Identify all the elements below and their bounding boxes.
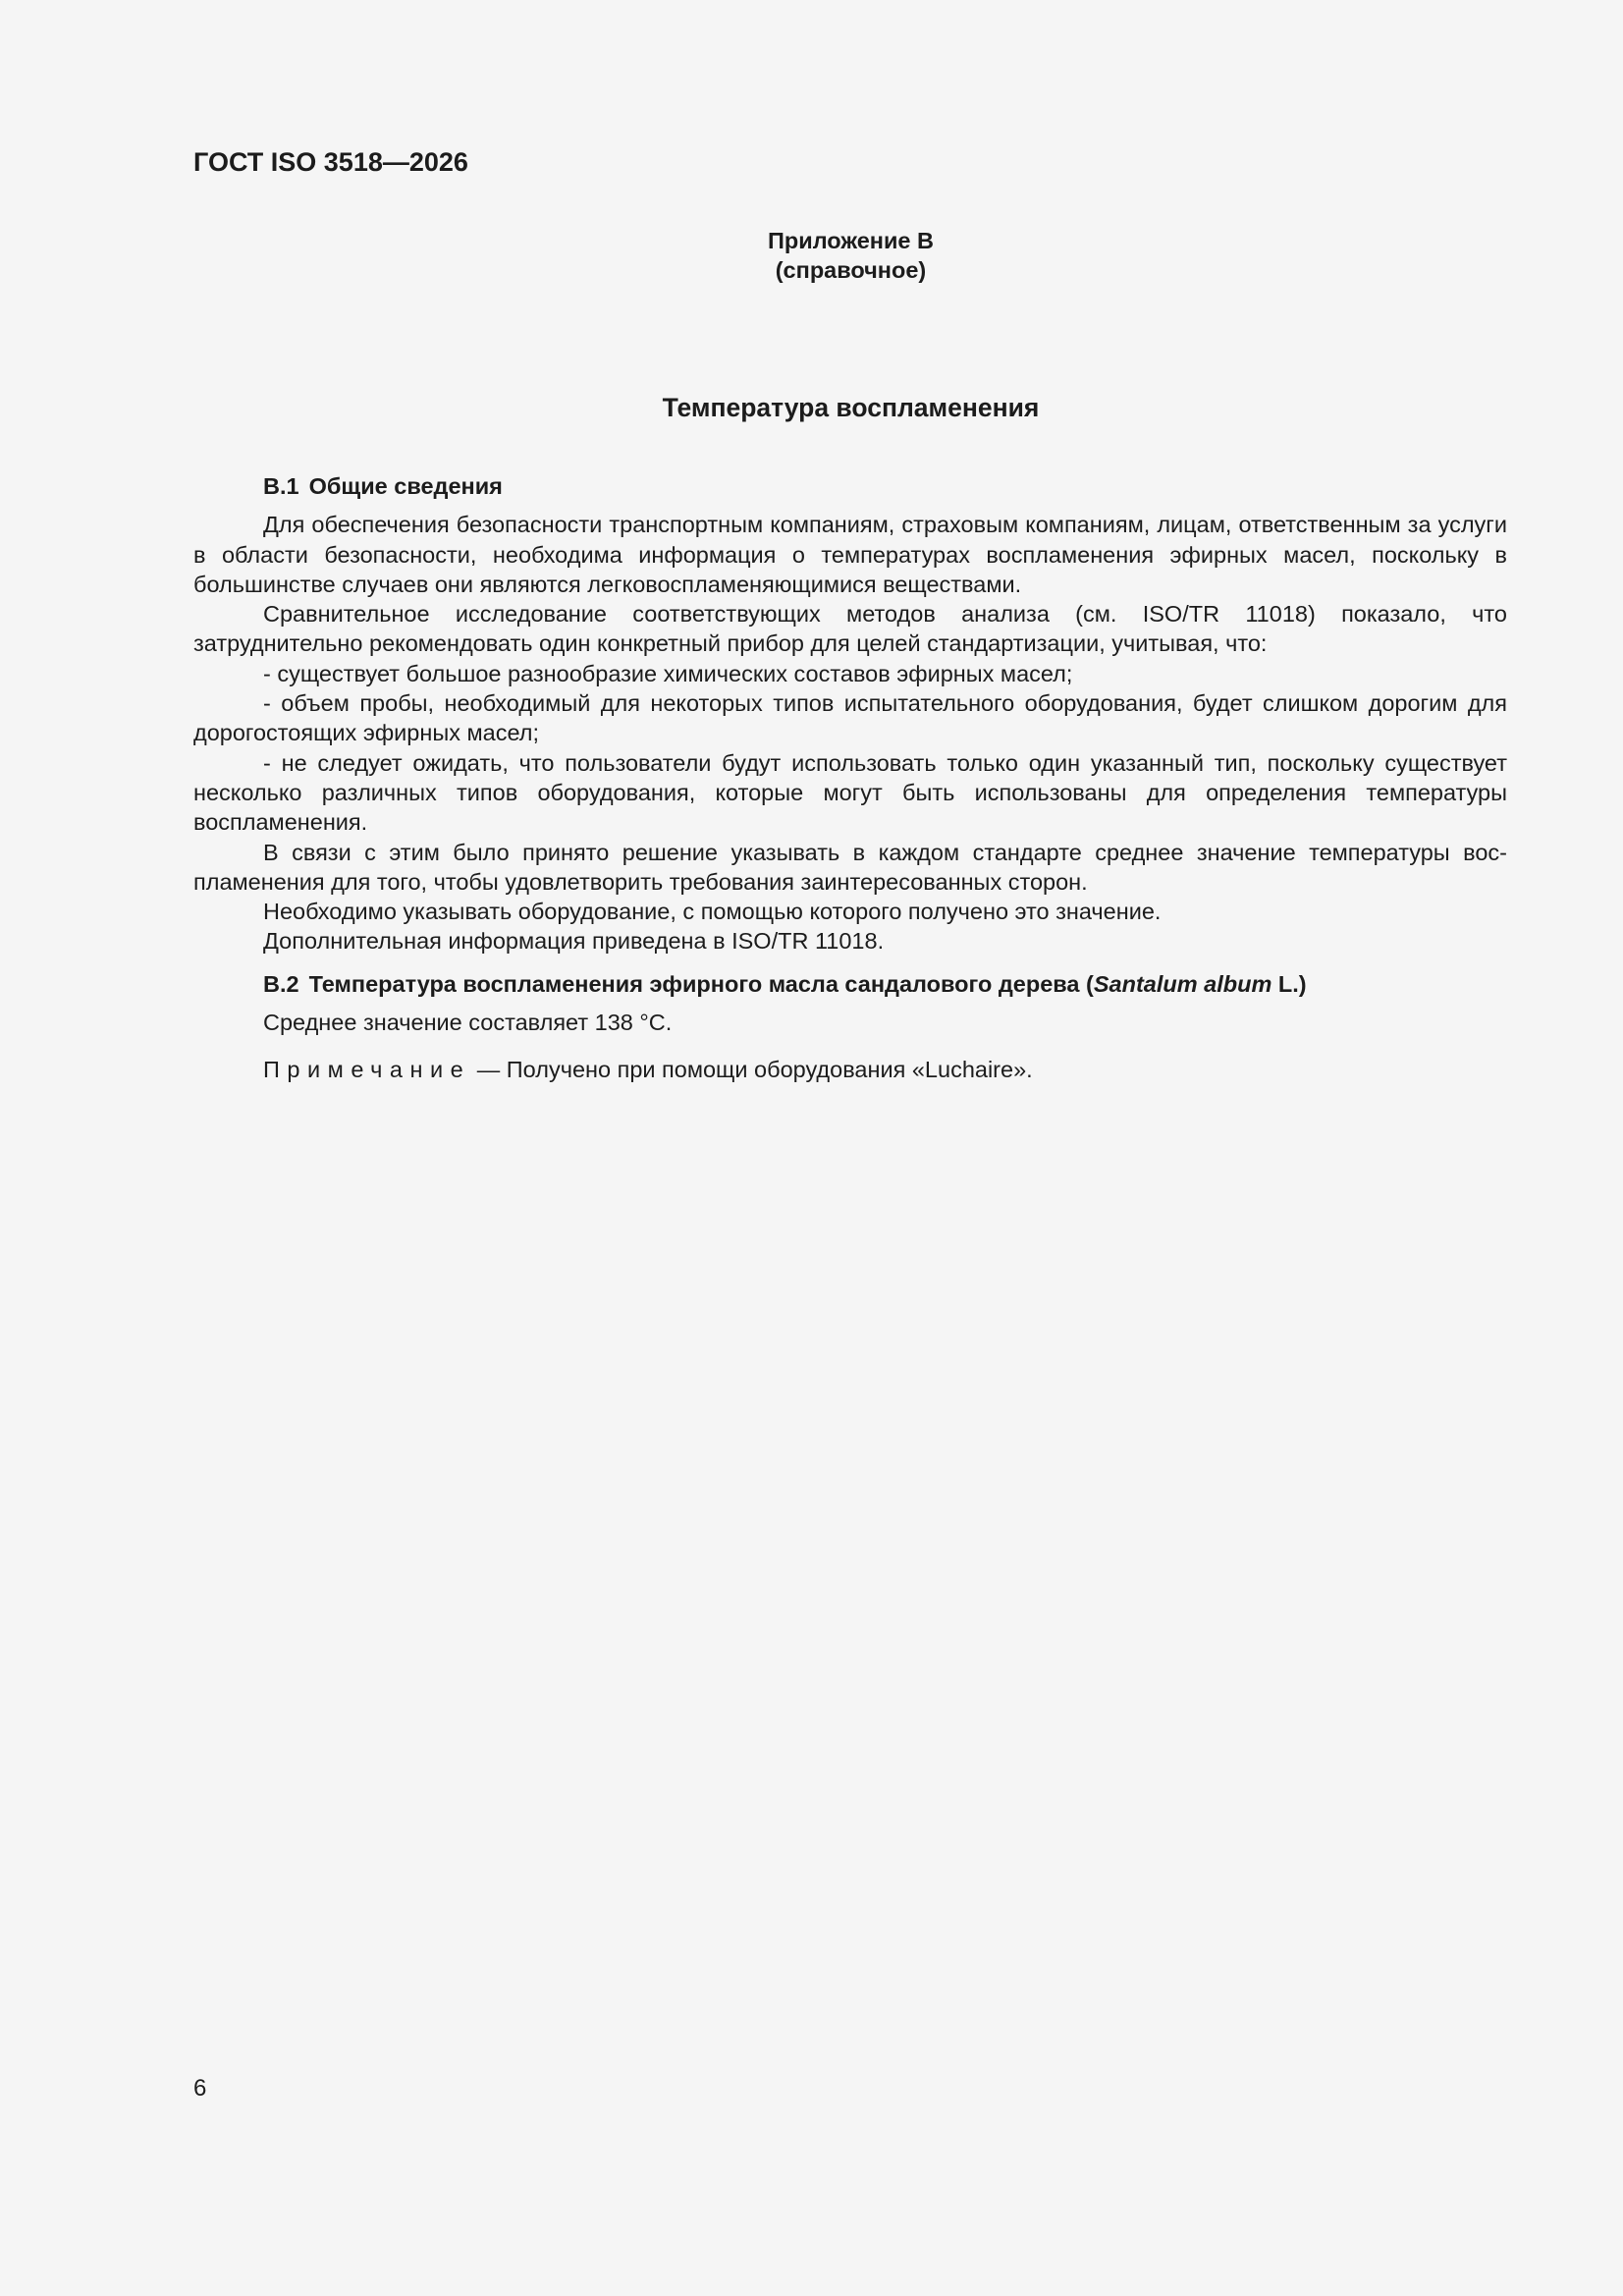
paragraph: Необходимо указывать оборудование, с помощью которого получено это значение.: [263, 899, 1162, 925]
document-code: ГОСТ ISO 3518—2026: [193, 147, 468, 177]
list-item: - не следует ожидать, что пользователи будут использовать только один указанный тип, поскольку существует несколько различных типов оборудования, которые могут быть использованы для определения температуры воспламенения.: [193, 749, 1507, 836]
paragraph: Для обеспечения безопасности транспортным компаниям, страховым компаниям, лицам, ответственным за услуги в области безопасности, необходима информация о температурах воспламенения эфирных масел, поскольку в большинстве случаев они являются легковоспламеняющимися веществами.: [193, 512, 1507, 597]
paragraph: Дополнительная информация приведена в ISO/TR 11018.: [263, 928, 885, 955]
section-b2-title-start: Температура воспламенения эфирного масла сандалового дерева (: [308, 970, 1094, 997]
appendix-heading: [0, 226, 1623, 285]
section-b1-number: В.1: [263, 473, 299, 499]
species-name: Santalum album: [1093, 970, 1272, 997]
section-b1-heading: [193, 471, 1507, 501]
list-item: - существует большое разнообразие химических составов эфирных масел;: [263, 660, 1073, 686]
paragraph: В связи с этим было принято решение указывать в каждом стандарте среднее значение температуры вос-пламенения для того, чтобы удовлетворить требования заинтересованных сторон.: [193, 839, 1507, 895]
section-b1-title: Общие сведения: [308, 473, 503, 499]
page-number: 6: [193, 2075, 207, 2102]
list-item: - объем пробы, необходимый для некоторых типов испытательного оборудования, будет слишком дорогим для дорогостоящих эфирных масел;: [193, 690, 1507, 746]
note-label: Примечание: [263, 1057, 471, 1083]
section-b2-number: В.2: [263, 970, 299, 997]
note-text: — Получено при помощи оборудования «Luchaire».: [470, 1057, 1033, 1083]
document-body: [193, 471, 1507, 1085]
section-b2-title: [309, 971, 1307, 997]
paragraph: Среднее значение составляет 138 °С.: [263, 1010, 673, 1036]
note: [193, 1055, 1507, 1084]
section-b2-title-end: L.): [1271, 970, 1307, 997]
section-b2-heading: [193, 969, 1507, 999]
appendix-title: Приложение В: [768, 228, 934, 253]
section-title: Температура воспламенения: [662, 393, 1040, 422]
paragraph: Сравнительное исследование соответствующих методов анализа (см. ISO/TR 11018) показало, что затруднительно рекомендовать один конкретный прибор для целей стандартизации, учитывая, что:: [193, 601, 1507, 657]
appendix-subtitle: (справочное): [775, 257, 927, 283]
